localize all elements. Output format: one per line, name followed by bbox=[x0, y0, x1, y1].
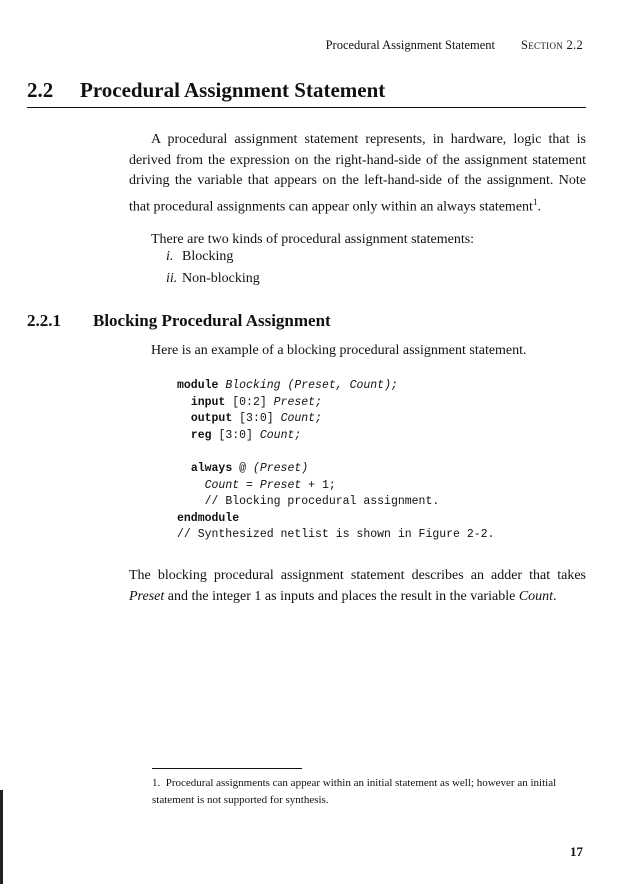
code-identifier: Count bbox=[204, 478, 240, 492]
code-keyword: reg bbox=[190, 428, 212, 442]
code-operator: = bbox=[246, 478, 253, 492]
code-identifier: Preset; bbox=[273, 395, 322, 409]
section-number: 2.2 bbox=[27, 78, 54, 102]
code-at: @ bbox=[239, 461, 247, 475]
code-identifier: Count; bbox=[280, 412, 322, 426]
code-identifier: Count; bbox=[259, 428, 302, 442]
list-marker: ii. bbox=[166, 271, 178, 286]
code-keyword: input bbox=[190, 395, 226, 409]
subsection-title: Blocking Procedural Assignment bbox=[93, 311, 331, 330]
footnote-marker: 1. bbox=[152, 777, 161, 789]
code-module-name: Blocking bbox=[225, 379, 281, 392]
paragraph-2: There are two kinds of procedural assignment statements: bbox=[151, 232, 475, 247]
term-count: Count bbox=[518, 588, 554, 604]
paragraph-3-a: The blocking procedural assignment statement describes an adder that takes bbox=[129, 568, 586, 583]
footnote-ref: 1 bbox=[532, 196, 538, 207]
page-number: 17 bbox=[570, 844, 583, 859]
paragraph-1-end: . bbox=[537, 199, 541, 215]
code-keyword: endmodule bbox=[177, 511, 240, 525]
code-keyword: output bbox=[190, 412, 233, 426]
code-range: [3:0] bbox=[239, 412, 274, 426]
paragraph-3 bbox=[129, 566, 586, 607]
term-preset: Preset bbox=[129, 588, 165, 604]
section-rule bbox=[27, 107, 586, 108]
paragraph-3-b: and the integer 1 as inputs and places the result in the variable bbox=[164, 588, 519, 604]
list-item bbox=[166, 246, 260, 268]
list-text: Blocking bbox=[182, 249, 234, 264]
footnote-text: Procedural assignments can appear within an initial statement as well; however an initial statement is not supported for synthesis. bbox=[152, 777, 557, 806]
running-head bbox=[326, 38, 583, 53]
code-range: [3:0] bbox=[218, 428, 253, 442]
list-text: Non-blocking bbox=[182, 271, 260, 286]
code-comment: // Blocking procedural assignment. bbox=[204, 495, 440, 509]
code-comment: // Synthesized netlist is shown in Figure 2-2. bbox=[177, 528, 495, 542]
running-head-title: Procedural Assignment Statement bbox=[325, 38, 495, 52]
subsection-number: 2.2.1 bbox=[27, 311, 61, 330]
paragraph-3-c: . bbox=[553, 588, 557, 604]
code-expression: + 1; bbox=[308, 478, 336, 492]
paragraph-1 bbox=[129, 130, 586, 218]
footnote bbox=[152, 775, 586, 808]
kinds-list bbox=[166, 246, 260, 290]
list-marker: i. bbox=[166, 249, 174, 264]
code-keyword: always bbox=[190, 461, 233, 475]
list-item bbox=[166, 268, 260, 290]
section-title: Procedural Assignment Statement bbox=[80, 78, 386, 102]
code-sensitivity: (Preset) bbox=[252, 461, 309, 475]
binding-edge bbox=[0, 790, 3, 884]
code-ports: (Preset, Count); bbox=[287, 379, 398, 392]
code-range: [0:2] bbox=[232, 395, 267, 409]
code-identifier: Preset bbox=[259, 478, 302, 492]
running-head-section: Section 2.2 bbox=[521, 38, 583, 52]
footnote-rule bbox=[152, 768, 302, 769]
code-block bbox=[177, 378, 494, 544]
code-keyword: module bbox=[177, 379, 219, 392]
subsection-intro: Here is an example of a blocking procedural assignment statement. bbox=[151, 343, 527, 358]
paragraph-1-text: A procedural assignment statement represents, in hardware, logic that is derived from the expression on the right-hand-side of the assignment statement driving the variable that appears on the left-hand-side of the assignment. Note that procedural assignments can appear only within an always statement bbox=[129, 132, 586, 215]
